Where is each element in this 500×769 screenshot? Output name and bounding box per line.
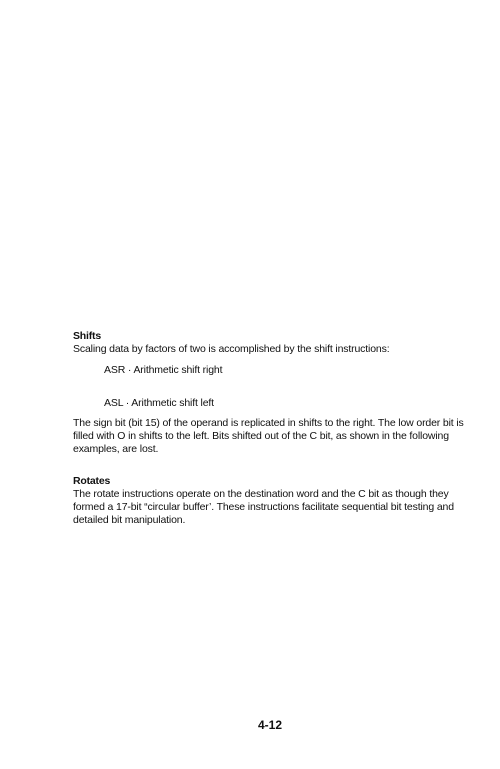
shift-item-asr: ASR · Arithmetic shift right bbox=[104, 364, 223, 376]
shifts-heading: Shifts bbox=[73, 330, 101, 342]
page-number: 4-12 bbox=[257, 718, 283, 732]
rotates-heading: Rotates bbox=[73, 475, 111, 487]
shift-item-asl: ASL · Arithmetic shift left bbox=[104, 397, 214, 409]
rotates-body: The rotate instructions operate on the destination word and the C bit as though they formed a 17-bit “circular buffer’. These instructions facilitate sequential bit testing and detailed bit manipulation. bbox=[73, 488, 454, 526]
shifts-body: The sign bit (bit 15) of the operand is replicated in shifts to the right. The low order bit is filled with O in shifts to the left. Bits shifted out of the C bit, as shown in the following examples, are lost. bbox=[73, 417, 464, 455]
shifts-intro: Scaling data by factors of two is accomplished by the shift instructions: bbox=[73, 343, 390, 355]
